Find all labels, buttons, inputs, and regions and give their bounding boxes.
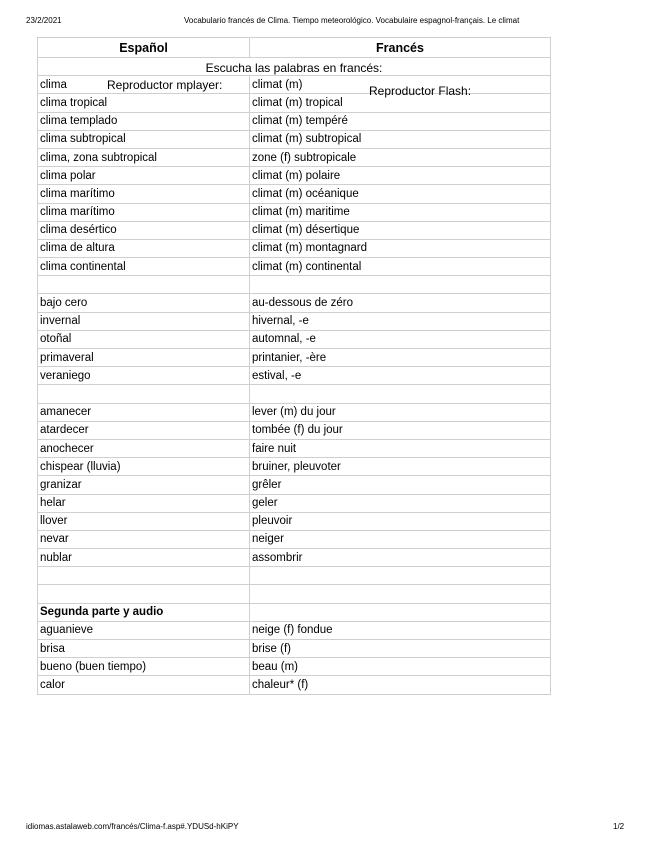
table-row bbox=[38, 130, 551, 148]
header-spanish: Español bbox=[38, 38, 250, 58]
french-term: pleuvoir bbox=[250, 512, 551, 530]
french-term: grêler bbox=[250, 476, 551, 494]
table-row bbox=[38, 512, 551, 530]
spanish-term: clima continental bbox=[38, 258, 250, 276]
french-term: neiger bbox=[250, 530, 551, 548]
spanish-term: clima de altura bbox=[38, 239, 250, 257]
french-term: chaleur* (f) bbox=[250, 676, 551, 694]
spanish-term: aguanieve bbox=[38, 621, 250, 639]
spanish-term: otoñal bbox=[38, 330, 250, 348]
spanish-term: clima marítimo bbox=[38, 185, 250, 203]
spanish-term: nevar bbox=[38, 530, 250, 548]
spanish-term: clima tropical bbox=[38, 94, 250, 112]
spanish-term: clima desértico bbox=[38, 221, 250, 239]
table-row bbox=[38, 258, 551, 276]
table-row bbox=[38, 621, 551, 639]
spanish-term bbox=[38, 567, 250, 585]
empty-row bbox=[38, 276, 551, 294]
page-number: 1/2 bbox=[613, 822, 625, 831]
french-term: hivernal, -e bbox=[250, 312, 551, 330]
spanish-term bbox=[38, 385, 250, 403]
table-row bbox=[38, 167, 551, 185]
spanish-term: granizar bbox=[38, 476, 250, 494]
table-row bbox=[38, 421, 551, 439]
table-header-row bbox=[38, 38, 551, 58]
table-row bbox=[38, 203, 551, 221]
french-term: climat (m) polaire bbox=[250, 167, 551, 185]
spanish-term: helar bbox=[38, 494, 250, 512]
spanish-term: clima bbox=[38, 76, 250, 94]
spanish-term bbox=[38, 276, 250, 294]
table-row bbox=[38, 239, 551, 257]
french-term: climat (m) montagnard bbox=[250, 239, 551, 257]
table-row bbox=[38, 658, 551, 676]
french-term: brise (f) bbox=[250, 640, 551, 658]
flash-player-label: Reproductor Flash: bbox=[369, 84, 472, 98]
spanish-term: nublar bbox=[38, 549, 250, 567]
french-term: faire nuit bbox=[250, 439, 551, 457]
table-row bbox=[38, 294, 551, 312]
french-term: neige (f) fondue bbox=[250, 621, 551, 639]
table-row bbox=[38, 458, 551, 476]
french-term: bruiner, pleuvoter bbox=[250, 458, 551, 476]
listen-label: Escucha las palabras en francés: bbox=[205, 61, 383, 75]
french-term: climat (m) désertique bbox=[250, 221, 551, 239]
table-row bbox=[38, 476, 551, 494]
spanish-term: brisa bbox=[38, 640, 250, 658]
french-term: zone (f) subtropicale bbox=[250, 148, 551, 166]
section-heading-empty-cell bbox=[250, 603, 551, 621]
table-row bbox=[38, 640, 551, 658]
french-term: printanier, -ère bbox=[250, 349, 551, 367]
spanish-term: clima marítimo bbox=[38, 203, 250, 221]
french-term: tombée (f) du jour bbox=[250, 421, 551, 439]
mplayer-label: Reproductor mplayer: bbox=[107, 78, 223, 92]
french-term: climat (m) maritime bbox=[250, 203, 551, 221]
table-row bbox=[38, 185, 551, 203]
spanish-term: amanecer bbox=[38, 403, 250, 421]
french-term: climat (m) subtropical bbox=[250, 130, 551, 148]
table-row bbox=[38, 403, 551, 421]
table-row bbox=[38, 367, 551, 385]
french-term: au-dessous de zéro bbox=[250, 294, 551, 312]
french-term bbox=[250, 385, 551, 403]
spanish-term bbox=[38, 585, 250, 603]
french-term: climat (m) continental bbox=[250, 258, 551, 276]
header-french: Francés bbox=[250, 38, 551, 58]
table-row bbox=[38, 148, 551, 166]
table-row bbox=[38, 676, 551, 694]
empty-row bbox=[38, 585, 551, 603]
empty-row bbox=[38, 385, 551, 403]
spanish-term: bueno (buen tiempo) bbox=[38, 658, 250, 676]
spanish-term: clima templado bbox=[38, 112, 250, 130]
table-row bbox=[38, 439, 551, 457]
section-heading: Segunda parte y audio bbox=[38, 603, 250, 621]
audio-players-row bbox=[38, 58, 551, 76]
french-term bbox=[250, 585, 551, 603]
empty-row bbox=[38, 567, 551, 585]
french-term: climat (m) tempéré bbox=[250, 112, 551, 130]
spanish-term: atardecer bbox=[38, 421, 250, 439]
french-term: beau (m) bbox=[250, 658, 551, 676]
table-row bbox=[38, 530, 551, 548]
spanish-term: clima subtropical bbox=[38, 130, 250, 148]
print-url: idiomas.astalaweb.com/francés/Clima-f.asp#.YDUSd-hKiPY bbox=[26, 822, 239, 831]
table-row bbox=[38, 494, 551, 512]
spanish-term: calor bbox=[38, 676, 250, 694]
table-row bbox=[38, 312, 551, 330]
french-term: climat (m) bbox=[250, 76, 551, 94]
spanish-term: chispear (lluvia) bbox=[38, 458, 250, 476]
spanish-term: clima polar bbox=[38, 167, 250, 185]
french-term: estival, -e bbox=[250, 367, 551, 385]
french-term: lever (m) du jour bbox=[250, 403, 551, 421]
table-row bbox=[38, 112, 551, 130]
french-term bbox=[250, 567, 551, 585]
vocabulary-table bbox=[37, 37, 551, 695]
table-row bbox=[38, 349, 551, 367]
spanish-term: invernal bbox=[38, 312, 250, 330]
table-row bbox=[38, 221, 551, 239]
french-term: geler bbox=[250, 494, 551, 512]
spanish-term: anochecer bbox=[38, 439, 250, 457]
spanish-term: llover bbox=[38, 512, 250, 530]
spanish-term: veraniego bbox=[38, 367, 250, 385]
spanish-term: bajo cero bbox=[38, 294, 250, 312]
table-row bbox=[38, 549, 551, 567]
print-date: 23/2/2021 bbox=[26, 16, 62, 25]
table-row bbox=[38, 94, 551, 112]
table-row bbox=[38, 330, 551, 348]
french-term bbox=[250, 276, 551, 294]
spanish-term: clima, zona subtropical bbox=[38, 148, 250, 166]
section-heading-row bbox=[38, 603, 551, 621]
french-term: assombrir bbox=[250, 549, 551, 567]
french-term: climat (m) océanique bbox=[250, 185, 551, 203]
spanish-term: primaveral bbox=[38, 349, 250, 367]
french-term: climat (m) tropical bbox=[250, 94, 551, 112]
print-page-title: Vocabulario francés de Clima. Tiempo meteorológico. Vocabulaire espagnol-français. Le climat bbox=[184, 16, 520, 25]
french-term: automnal, -e bbox=[250, 330, 551, 348]
